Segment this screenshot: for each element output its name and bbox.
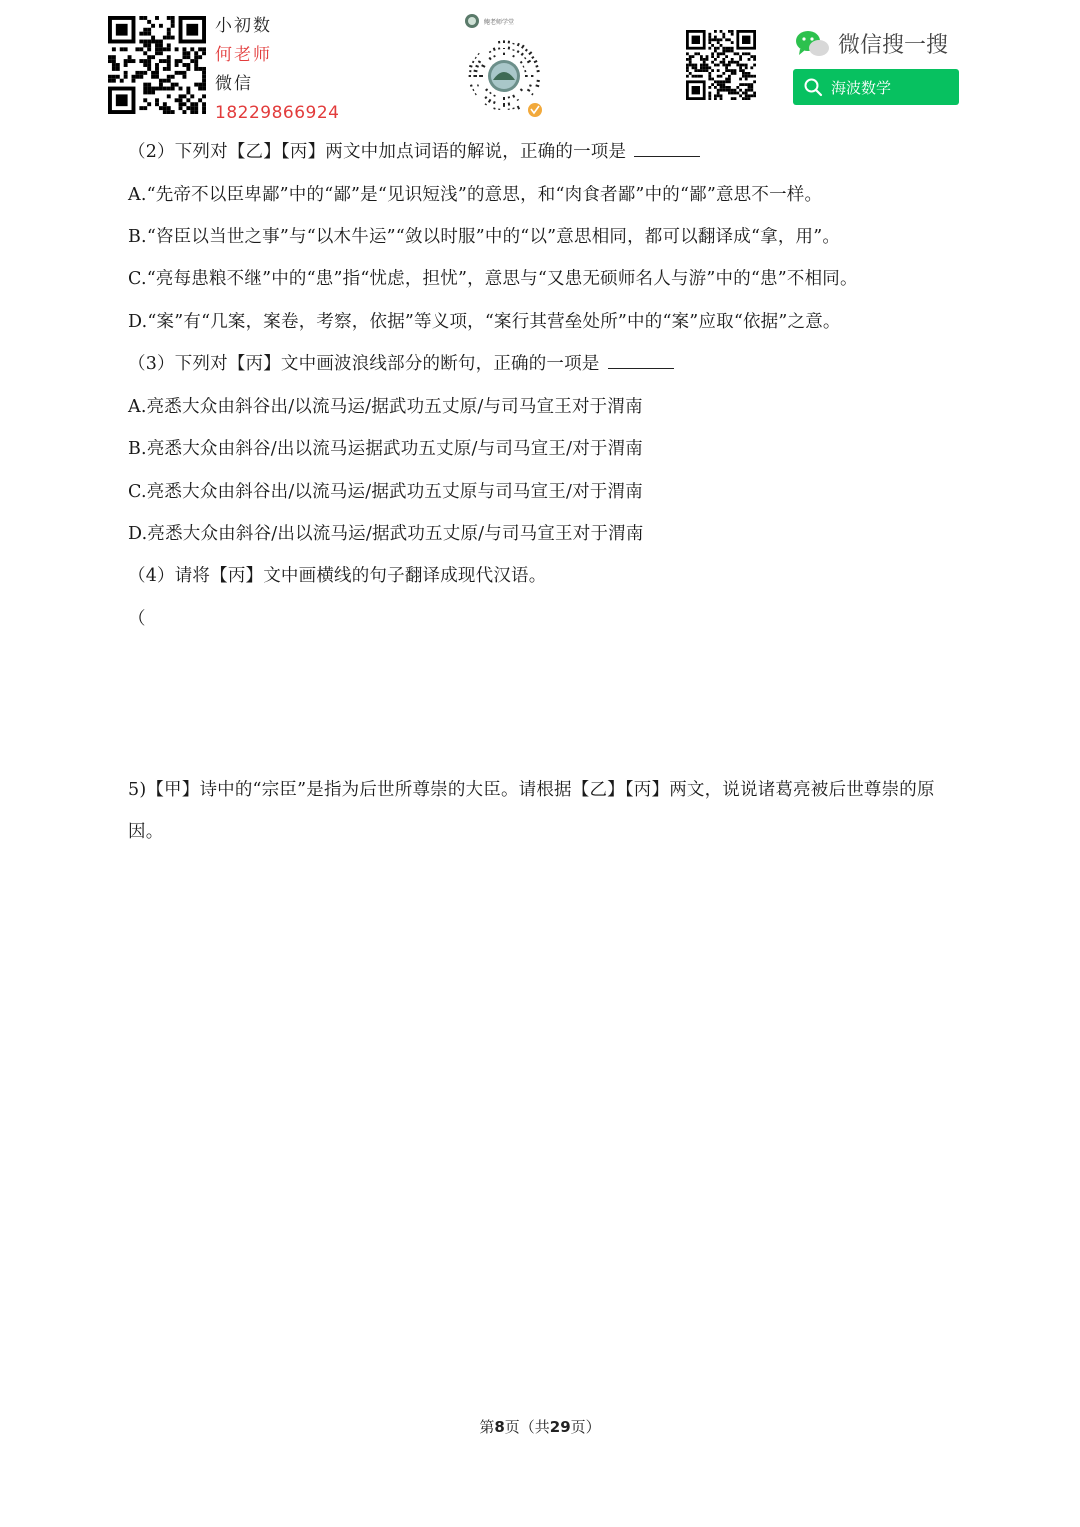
wechat-search-box xyxy=(793,69,959,105)
qr-code-contact xyxy=(108,16,206,114)
q2-option-b: B.“咨臣以当世之事”与“以木牛运”“敛以时服”中的“以”意思相同，都可以翻译成“拿，用”。 xyxy=(128,227,841,247)
qr-code-search xyxy=(686,30,756,100)
q2-option-d: D.“案”有“几案，案卷，考察，依据”等义项，“案行其营垒处所”中的“案”应取“依据”之意。 xyxy=(128,312,841,332)
q2-option-c: C.“亮每患粮不继”中的“患”指“忧虑，担忧”，意思与“又患无硕师名人与游”中的“患”不相同。 xyxy=(128,269,858,289)
question-4-prompt: （4）请将【丙】文中画横线的句子翻译成现代汉语。 xyxy=(128,566,547,586)
mini-program-code xyxy=(462,12,546,120)
contact-wechat-label: 微信 xyxy=(215,74,253,94)
question-2-prompt: （2）下列对【乙】【丙】两文中加点词语的解说，正确的一项是 xyxy=(128,138,700,163)
page-number: 8 xyxy=(494,1418,505,1436)
q2-option-a: A.“先帝不以臣卑鄙”中的“鄙”是“见识短浅”的意思，和“肉食者鄙”中的“鄙”意思不一样。 xyxy=(128,185,823,205)
question-5-prompt-cont: 因。 xyxy=(128,822,164,842)
wechat-search-query: 海波数学 xyxy=(831,78,892,97)
wechat-search-title xyxy=(794,28,948,59)
answer-blank xyxy=(634,142,700,157)
contact-phone: 18229866924 xyxy=(215,103,340,123)
wechat-icon xyxy=(794,29,830,59)
contact-subject: 小初数 xyxy=(215,16,272,36)
search-icon xyxy=(803,77,823,97)
question-5-prompt: 5)【甲】诗中的“宗臣”是指为后世所尊崇的大臣。请根据【乙】【丙】两文，说说诸葛亮被后世尊崇的原 xyxy=(128,780,935,800)
page-footer: 第8页（共29页） xyxy=(479,1418,601,1436)
page-total: 29 xyxy=(549,1418,571,1436)
mini-program-label: 鲍老师学堂 xyxy=(484,19,515,26)
q3-option-b: B.亮悉大众由斜谷/出以流马运据武功五丈原/与司马宣王/对于渭南 xyxy=(128,439,644,459)
question-3-prompt: （3）下列对【丙】文中画波浪线部分的断句，正确的一项是 xyxy=(128,350,674,375)
contact-info xyxy=(215,12,339,128)
question-4-paren: （ xyxy=(128,609,146,629)
q3-option-c: C.亮悉大众由斜谷出/以流马运/据武功五丈原与司马宣王/对于渭南 xyxy=(128,482,643,502)
contact-teacher: 何老师 xyxy=(215,45,272,65)
q3-option-d: D.亮悉大众由斜谷/出以流马运/据武功五丈原/与司马宣王对于渭南 xyxy=(128,524,644,544)
q3-option-a: A.亮悉大众由斜谷出/以流马运/据武功五丈原/与司马宣王对于渭南 xyxy=(128,397,643,417)
answer-blank xyxy=(608,354,674,369)
wechat-search-text: 微信搜一搜 xyxy=(838,33,949,58)
